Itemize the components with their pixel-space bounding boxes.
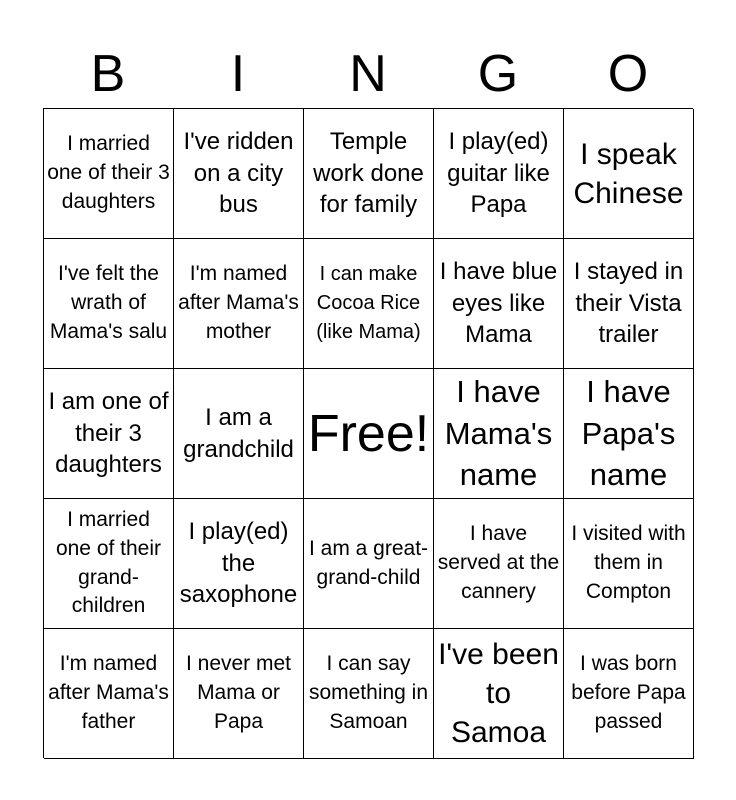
header-letter-g: G [477, 45, 519, 103]
bingo-cell[interactable]: I've felt the wrath of Mama's salu [44, 239, 174, 369]
bingo-cell[interactable]: I speak Chinese [564, 109, 694, 239]
bingo-header [43, 40, 693, 108]
header-letter-o: O [607, 45, 649, 103]
bingo-cell[interactable]: I play(ed) the saxophone [174, 499, 304, 629]
bingo-cell[interactable]: I'm named after Mama's mother [174, 239, 304, 369]
bingo-cell[interactable]: I was born before Papa passed [564, 629, 694, 759]
bingo-cell[interactable]: I have blue eyes like Mama [434, 239, 564, 369]
bingo-cell[interactable]: I'm named after Mama's father [44, 629, 174, 759]
header-letter-i: I [230, 45, 246, 103]
bingo-cell[interactable]: I have served at the cannery [434, 499, 564, 629]
bingo-cell[interactable]: Temple work done for family [304, 109, 434, 239]
bingo-cell[interactable]: I play(ed) guitar like Papa [434, 109, 564, 239]
free-space[interactable]: Free! [304, 369, 434, 499]
bingo-cell[interactable]: I've been to Samoa [434, 629, 564, 759]
bingo-cell[interactable]: I married one of their grand-children [44, 499, 174, 629]
bingo-cell[interactable]: I have Papa's name [564, 369, 694, 499]
bingo-cell[interactable]: I stayed in their Vista trailer [564, 239, 694, 369]
bingo-cell[interactable]: I've ridden on a city bus [174, 109, 304, 239]
bingo-cell[interactable]: I visited with them in Compton [564, 499, 694, 629]
bingo-cell[interactable]: I can make Cocoa Rice (like Mama) [304, 239, 434, 369]
bingo-cell[interactable]: I have Mama's name [434, 369, 564, 499]
bingo-cell[interactable]: I married one of their 3 daughters [44, 109, 174, 239]
bingo-cell[interactable]: I am one of their 3 daughters [44, 369, 174, 499]
bingo-cell[interactable]: I never met Mama or Papa [174, 629, 304, 759]
header-letter-n: N [349, 45, 387, 103]
bingo-cell[interactable]: I am a great-grand-child [304, 499, 434, 629]
bingo-cell[interactable]: I can say something in Samoan [304, 629, 434, 759]
header-letter-b: B [90, 45, 126, 103]
bingo-cell[interactable]: I am a grandchild [174, 369, 304, 499]
bingo-board [43, 108, 693, 758]
